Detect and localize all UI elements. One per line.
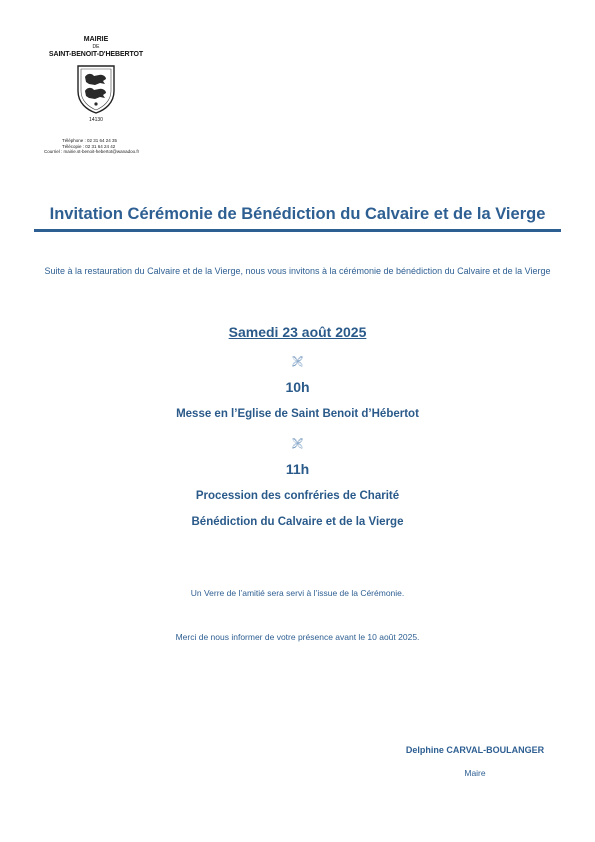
event-date: Samedi 23 août 2025 [228, 324, 367, 340]
letterhead-commune: SAINT-BENOIT-D'HEBERTOT [48, 51, 144, 58]
blessing-description: Bénédiction du Calvaire et de la Vierge [191, 516, 404, 528]
telecopie-line: Télécopie : 02 31 64 24 42 [62, 143, 116, 149]
ornament-icon: 🙨 [291, 438, 304, 450]
rsvp-note: Merci de nous informer de votre présence avant le 10 août 2025. [175, 632, 420, 642]
mass-description: Messe en l’Eglise de Saint Benoit d’Hébertot [176, 408, 419, 420]
procession-time: 11h [285, 461, 310, 477]
reception-note: Un Verre de l’amitié sera servi à l’issue de la Cérémonie. [190, 588, 405, 598]
coat-of-arms-icon [75, 63, 117, 115]
letterhead-postal-code: 14130 [89, 117, 103, 123]
procession-description: Procession des confréries de Charité [195, 490, 400, 502]
letterhead-contact [38, 138, 158, 155]
signatory-role: Maire [464, 768, 486, 778]
letterhead [38, 36, 154, 124]
mass-time: 10h [285, 379, 310, 395]
ornament-icon: 🙨 [291, 356, 304, 368]
document-title: Invitation Cérémonie de Bénédiction du Calvaire et de la Vierge [49, 205, 546, 223]
letterhead-mairie: MAIRIE [83, 36, 109, 43]
letterhead-de: DE [92, 44, 100, 50]
signatory-name: Delphine CARVAL-BOULANGER [405, 745, 545, 755]
courriel-line: Courriel : mairie.st-benoit-hebertot@wanadoo.fr [44, 149, 140, 154]
telephone-line: Téléphone : 02 31 64 24 35 [62, 138, 118, 143]
title-divider [34, 229, 561, 232]
intro-paragraph: Suite à la restauration du Calvaire et de la Vierge, nous vous invitons à la cérémonie de bénédiction du Calvaire et de la Vierge [44, 266, 551, 276]
